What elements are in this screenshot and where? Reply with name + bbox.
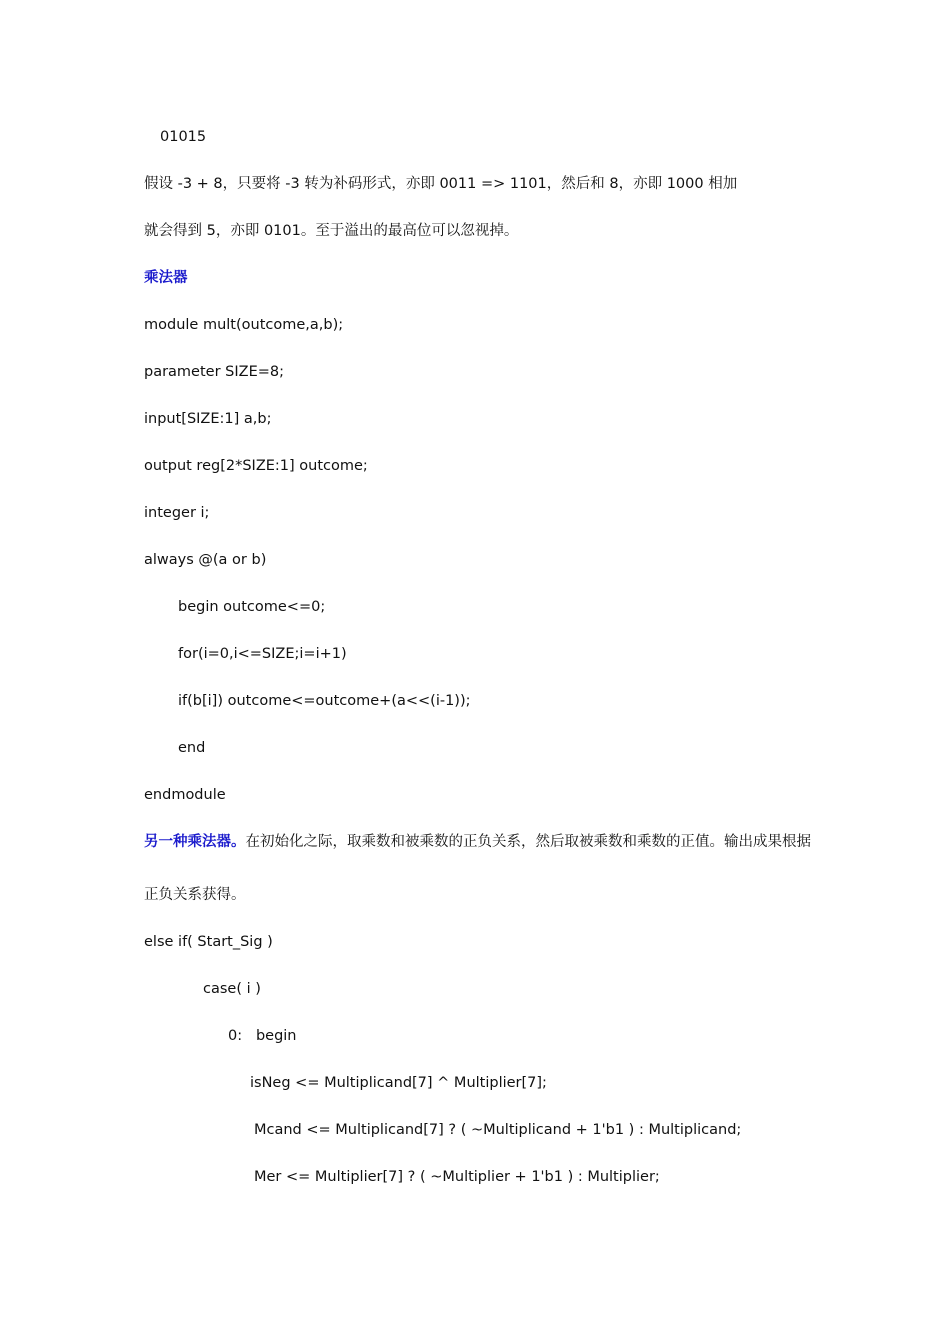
paragraph-another-multiplier <box>144 832 811 852</box>
code-line: begin outcome<=0; <box>178 599 326 615</box>
code-line: parameter SIZE=8; <box>144 364 284 380</box>
code-line: output reg[2*SIZE:1] outcome; <box>144 458 368 474</box>
code-line: always @(a or b) <box>144 552 267 568</box>
code-line: module mult(outcome,a,b); <box>144 317 344 333</box>
text-line: 就会得到 5，亦即 0101。至于溢出的最高位可以忽视掉。 <box>144 223 519 239</box>
text-line: 假设 -3 + 8，只要将 -3 转为补码形式，亦即 0011 => 1101，然后和 8，亦即 1000 相加 <box>144 176 738 192</box>
code-line: endmodule <box>144 787 226 803</box>
section-heading-another-multiplier: 另一种乘法器。 <box>144 834 246 850</box>
code-line: Mer <= Multiplier[7] ? ( ~Multiplier + 1'b1 ) : Multiplier; <box>254 1169 660 1185</box>
code-line: else if( Start_Sig ) <box>144 934 273 950</box>
code-line: case( i ) <box>203 981 261 997</box>
text-line: 正负关系获得。 <box>144 887 246 903</box>
code-line: 0: begin <box>228 1028 297 1044</box>
section-heading-multiplier: 乘法器 <box>144 270 188 286</box>
code-line: input[SIZE:1] a,b; <box>144 411 272 427</box>
text-line: 01015 <box>160 129 207 145</box>
code-line: end <box>178 740 206 756</box>
code-line: Mcand <= Multiplicand[7] ? ( ~Multiplicand + 1'b1 ) : Multiplicand; <box>254 1122 742 1138</box>
paragraph-text: 在初始化之际，取乘数和被乘数的正负关系，然后取被乘数和乘数的正值。输出成果根据 <box>245 834 811 850</box>
code-line: isNeg <= Multiplicand[7] ^ Multiplier[7]; <box>250 1075 547 1091</box>
code-line: integer i; <box>144 505 210 521</box>
code-line: for(i=0,i<=SIZE;i=i+1) <box>178 646 347 662</box>
code-line: if(b[i]) outcome<=outcome+(a<<(i-1)); <box>178 693 471 709</box>
